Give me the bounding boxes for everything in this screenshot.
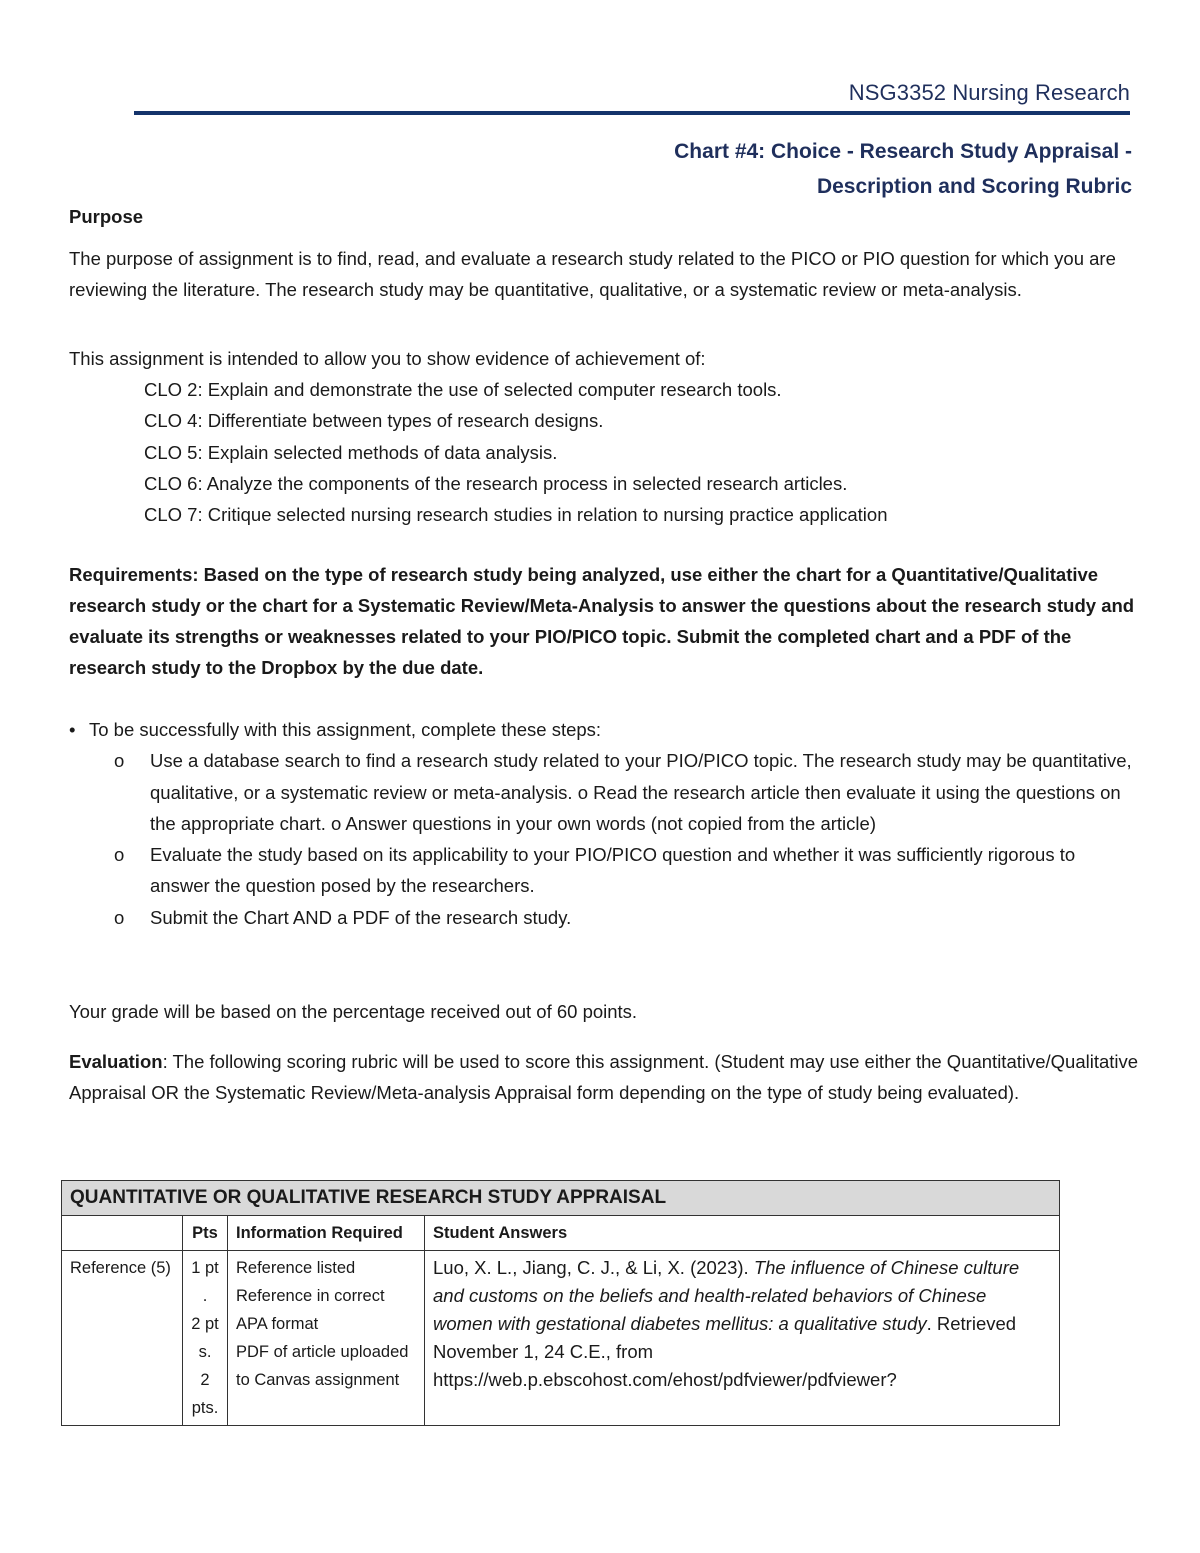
- pts-header: Pts: [183, 1216, 228, 1251]
- purpose-heading: Purpose: [69, 206, 144, 227]
- step-item: [69, 839, 1139, 902]
- info-line: PDF of article uploaded to Canvas assignment: [236, 1343, 409, 1389]
- points-line: 1 pt: [191, 1259, 219, 1277]
- rubric-header-row: [62, 1216, 1060, 1251]
- evaluation-text: : The following scoring rubric will be used to score this assignment. (Student may use either the Quantitative/Qualitative Appraisal OR the Systematic Review/Meta-analysis Appraisal form depending on the type of study being evaluated).: [69, 1051, 1139, 1103]
- steps-intro-text: To be successfully with this assignment, complete these steps:: [89, 719, 602, 740]
- clo-intro: This assignment is intended to allow you to show evidence of achievement of:: [69, 348, 706, 369]
- criterion-cell: Reference (5): [62, 1251, 183, 1426]
- answers-header: Student Answers: [425, 1216, 1060, 1251]
- bullet-icon: •: [69, 719, 76, 740]
- reference-title: The influence of Chinese culture and customs on the beliefs and health-related behaviors of Chinese women with gestational diabetes mellitus: a qualitative study: [433, 1257, 1020, 1334]
- points-line: 2 pt: [191, 1315, 219, 1333]
- grade-note: Your grade will be based on the percentage received out of 60 points.: [69, 1001, 638, 1022]
- points-line: pts.: [191, 1399, 219, 1417]
- info-header: Information Required: [228, 1216, 425, 1251]
- points-cell: [183, 1251, 228, 1426]
- info-line: Reference listed: [236, 1259, 356, 1277]
- document-title: [674, 134, 1132, 204]
- points-line: .: [202, 1287, 208, 1305]
- reference-authors: Luo, X. L., Jiang, C. J., & Li, X. (2023).: [433, 1257, 754, 1278]
- clo-item: CLO 7: Critique selected nursing research studies in relation to nursing practice application: [144, 504, 888, 526]
- criterion-header: [62, 1216, 183, 1251]
- circle-bullet-icon: o: [114, 906, 125, 928]
- clo-item: CLO 2: Explain and demonstrate the use of selected computer research tools.: [144, 379, 782, 400]
- title-line-2: Description and Scoring Rubric: [816, 175, 1132, 198]
- course-header: NSG3352 Nursing Research: [848, 80, 1130, 105]
- reference-retrieved: . Retrieved November 1, 24 C.E., from https://web.p.ebscohost.com/ehost/pdfviewer/pdfviewer?: [433, 1313, 1017, 1390]
- info-cell: [228, 1251, 425, 1426]
- info-line: Reference in correct APA format: [236, 1287, 385, 1333]
- steps-list: [69, 714, 1139, 933]
- steps-intro: [69, 714, 1139, 745]
- clo-list: [144, 374, 887, 530]
- points-line: 2: [200, 1371, 210, 1389]
- requirements-text: Requirements: Based on the type of research study being analyzed, use either the chart for a Quantitative/Qualitative research study or the chart for a Systematic Review/Meta-Analysis to answer the questions about the research study and evaluate its strengths or weaknesses related to your PIO/PICO topic. Submit the completed chart and a PDF of the research study to the Dropbox by the due date.: [69, 564, 1135, 678]
- evaluation-label: Evaluation: [69, 1051, 163, 1072]
- student-answer-cell[interactable]: [425, 1251, 1060, 1426]
- table-row: [62, 1251, 1060, 1426]
- rubric-table: [61, 1180, 1060, 1426]
- purpose-text: The purpose of assignment is to find, read, and evaluate a research study related to the PICO or PIO question for which you are reviewing the literature. The research study may be quantitative, qualitative, or a systematic review or meta-analysis.: [69, 248, 1116, 300]
- header-divider: [134, 111, 1130, 115]
- evaluation-paragraph: [69, 1046, 1139, 1108]
- step-text: Evaluate the study based on its applicability to your PIO/PICO question and whether it was sufficiently rigorous to answer the question posed by the researchers.: [150, 844, 1076, 897]
- circle-bullet-icon: o: [114, 844, 125, 866]
- rubric-title: QUANTITATIVE OR QUALITATIVE RESEARCH STUDY APPRAISAL: [62, 1181, 1060, 1216]
- step-text: Use a database search to find a research study related to your PIO/PICO topic. The research study may be quantitative, qualitative, or a systematic review or meta-analysis. o Read the research article then evaluate it using the questions on the appropriate chart. o Answer questions in your own words (not copied from the article): [150, 750, 1132, 834]
- step-item: [69, 902, 1139, 933]
- circle-bullet-icon: o: [114, 750, 125, 772]
- clo-item: CLO 5: Explain selected methods of data analysis.: [144, 441, 558, 463]
- points-line: s.: [198, 1343, 212, 1361]
- clo-item: CLO 4: Differentiate between types of research designs.: [144, 410, 604, 432]
- clo-item: CLO 6: Analyze the components of the research process in selected research articles.: [144, 472, 848, 494]
- step-item: [69, 745, 1139, 839]
- rubric-title-row: [62, 1181, 1060, 1216]
- step-text: Submit the Chart AND a PDF of the research study.: [150, 906, 572, 928]
- title-line-1: Chart #4: Choice - Research Study Appraisal -: [674, 140, 1132, 163]
